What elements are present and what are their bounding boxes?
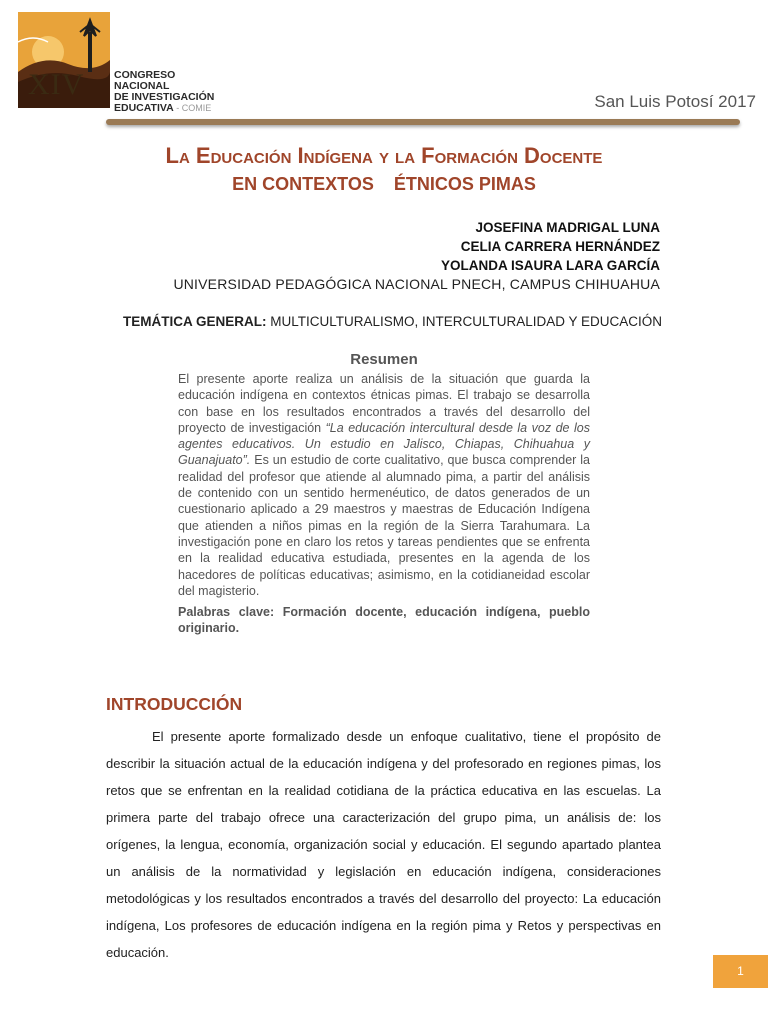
logo-line: DE INVESTIGACIÓN <box>114 91 215 103</box>
author-name: YOLANDA ISAURA LARA GARCÍA <box>441 258 660 273</box>
introduction-heading: INTRODUCCIÓN <box>106 694 243 714</box>
tematica-general <box>123 314 662 329</box>
logo-emblem <box>18 12 110 108</box>
tematica-label: TEMÁTICA GENERAL: <box>123 314 267 329</box>
logo-numeral: XIV <box>28 68 85 101</box>
congress-logo <box>18 12 228 114</box>
header-rule <box>106 119 740 125</box>
tematica-value: MULTICULTURALISMO, INTERCULTURALIDAD Y EDUCACIÓN <box>266 314 663 329</box>
author-name: CELIA CARRERA HERNÁNDEZ <box>460 239 660 254</box>
institution: UNIVERSIDAD PEDAGÓGICA NACIONAL PNECH, CAMPUS CHIHUAHUA <box>173 276 660 292</box>
page-number: 1 <box>713 955 768 988</box>
logo-line <box>114 103 228 114</box>
logo-wordmark <box>114 70 228 114</box>
author-list <box>441 218 660 275</box>
keywords: Palabras clave: Formación docente, educación indígena, pueblo originario. <box>178 605 590 636</box>
abstract-body <box>178 371 590 599</box>
paper-title-line2: EN CONTEXTOS ÉTNICOS PIMAS <box>232 174 536 194</box>
abstract-project-title: “La educación intercultural desde la voz de los agentes educativos. Un estudio en Jalisco, Chiapas, Chihuahua y Guanajuato”. <box>178 420 590 468</box>
abstract-text: El presente aporte realiza un análisis de la situación que guarda la educación indígena en contextos étnicas pimas. El trabajo se desarrolla con base en los resultados encontrados a través del desarrollo del proyecto de investigación <box>178 372 590 435</box>
paper-title-line1: La Educación Indígena y la Formación Docente <box>165 143 603 168</box>
abstract-text: Es un estudio de corte cualitativo, que busca comprender la realidad del profesor que atiende al alumnado pima, a partir del análisis de contenido con un sentido hermenéutico, de datos generados de un cuestionario aplicado a 29 maestros y maestras de Educación Indígena que atienden a niños pimas en la región de la Sierra Tarahumara. La investigación pone en claro los retos y tareas pendientes que se enfrenta en la realidad educativa estudiada, presentes en la agenda de los hacedores de políticas educativas; asimismo, en la cotidianeidad escolar del magisterio. <box>178 453 590 598</box>
city-year: San Luis Potosí 2017 <box>594 92 756 111</box>
author-name: JOSEFINA MADRIGAL LUNA <box>475 220 660 235</box>
abstract-heading: Resumen <box>350 351 418 368</box>
logo-line-text: EDUCATIVA <box>114 102 174 114</box>
logo-line: CONGRESO NACIONAL <box>114 69 176 92</box>
introduction-paragraph: El presente aporte formalizado desde un enfoque cualitativo, tiene el propósito de describir la situación actual de la educación indígena y del profesorado en regiones pimas, los retos que se enfrentan en la realidad cotidiana de la práctica educativa en las escuelas. La primera parte del trabajo ofrece una caracterización del grupo pima, un análisis de: los orígenes, la lengua, economía, organización social y educación. El segundo apartado plantea un análisis de la normatividad y legislación en educación indígena, consideraciones metodológicas y los resultados encontrados a través del desarrollo del proyecto: La educación indígena, Los profesores de educación indígena en la región pima y Retos y perspectivas en educación. <box>106 729 661 960</box>
logo-comie: - COMIE <box>173 103 212 113</box>
